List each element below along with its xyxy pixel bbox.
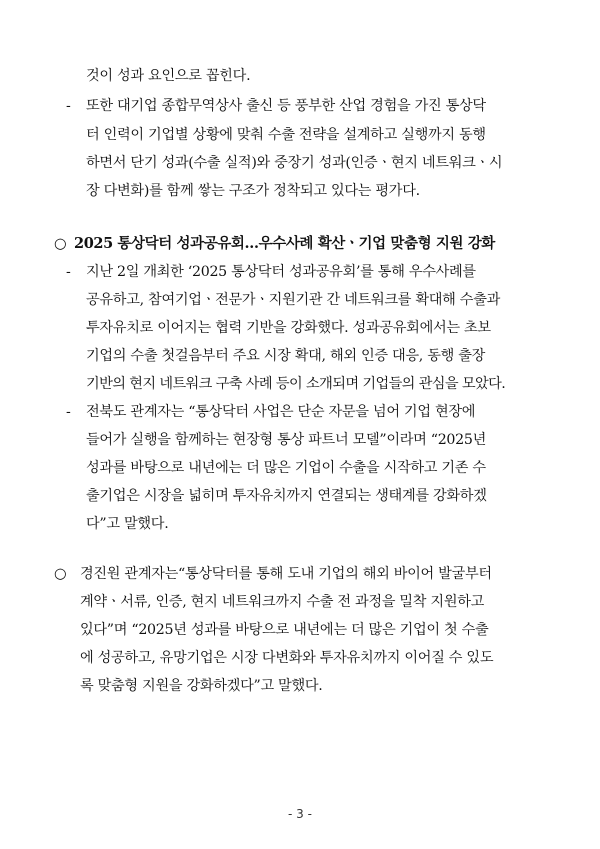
text-line: 하면서 단기 성과(수출 실적)와 중장기 성과(인증ㆍ현지 네트워크ㆍ시	[86, 155, 503, 171]
text-line: 기반의 현지 네트워크 구축 사례 등이 소개되며 기업들의 관심을 모았다.	[86, 376, 506, 392]
text-line: 에 성공하고, 유망기업은 시장 다변화와 투자유치까지 이어질 수 있도	[80, 650, 494, 666]
text-line: 성과를 바탕으로 내년에는 더 많은 기업이 수출을 시작하고 기존 수	[86, 460, 486, 476]
text-line: 장 다변화)를 함께 쌓는 구조가 정착되고 있다는 평가다.	[86, 183, 420, 199]
circle-bullet: ○	[54, 236, 67, 252]
text-line: 있다”며 “2025년 성과를 바탕으로 내년에는 더 많은 기업이 첫 수출	[80, 622, 489, 638]
text-line: 공유하고, 참여기업ㆍ전문가ㆍ지원기관 간 네트워크를 확대해 수출과	[86, 292, 501, 308]
page-number: - 3 -	[288, 807, 312, 821]
text-line: 기업의 수출 첫걸음부터 주요 시장 확대, 해외 인증 대응, 동행 출장	[86, 348, 486, 364]
text-line: 들어가 실행을 함께하는 현장형 통상 파트너 모델”이라며 “2025년	[86, 432, 487, 448]
dash-bullet: -	[66, 264, 71, 280]
text-line: 전북도 관계자는 “통상닥터 사업은 단순 자문을 넘어 기업 현장에	[86, 404, 476, 420]
text-line: 경진원 관계자는“통상닥터를 통해 도내 기업의 해외 바이어 발굴부터	[80, 566, 492, 582]
paragraph-continuation: 것이 성과 요인으로 꼽힌다.	[86, 68, 251, 84]
text-line: 지난 2일 개최한 ‘2025 통상닥터 성과공유회’를 통해 우수사례를	[86, 264, 476, 280]
dash-bullet: -	[66, 404, 71, 420]
text-line: 투자유치로 이어지는 협력 기반을 강화했다. 성과공유회에서는 초보	[86, 320, 491, 336]
section-heading: 2025 통상닥터 성과공유회…우수사례 확산ㆍ기업 맞춤형 지원 강화	[74, 235, 495, 252]
text-line: 터 인력이 기업별 상황에 맞춰 수출 전략을 설계하고 실행까지 동행	[86, 127, 486, 143]
text-line: 출기업은 시장을 넓히며 투자유치까지 연결되는 생태계를 강화하겠	[86, 488, 487, 504]
text-line: 계약ㆍ서류, 인증, 현지 네트워크까지 수출 전 과정을 밀착 지원하고	[80, 594, 485, 610]
text-line: 록 맞춤형 지원을 강화하겠다”고 말했다.	[80, 678, 323, 694]
text-line: 또한 대기업 종합무역상사 출신 등 풍부한 산업 경험을 가진 통상닥	[86, 98, 486, 114]
dash-bullet: -	[66, 98, 71, 114]
circle-bullet: ○	[54, 566, 67, 582]
text-line: 다”고 말했다.	[86, 516, 169, 532]
